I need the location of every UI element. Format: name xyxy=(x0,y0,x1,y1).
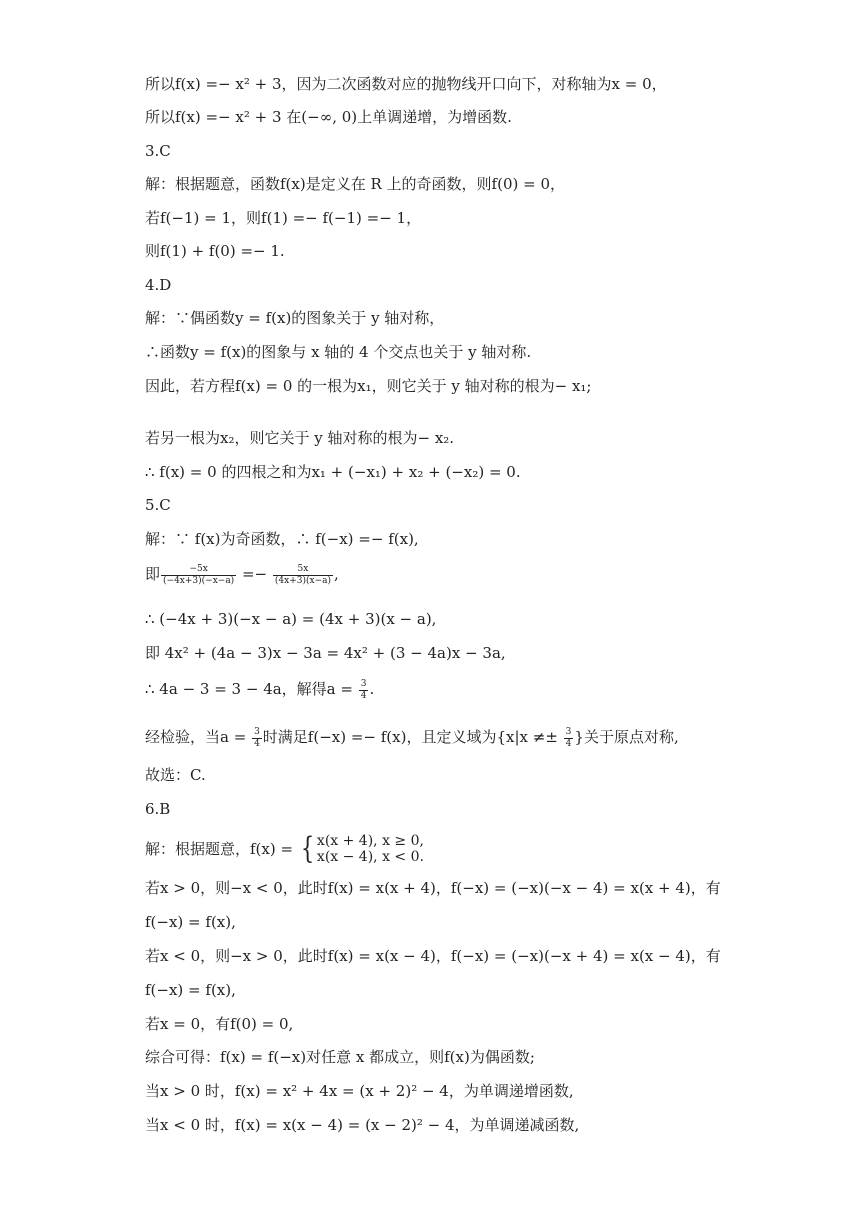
check-part: 时满足f(−x) =− f(x)，且定义域为{x|x ≠± xyxy=(262,728,563,746)
fraction xyxy=(252,727,262,750)
check-line xyxy=(145,726,679,750)
text-line: 若x > 0，则−x < 0，此时f(x) = x(x + 4)，f(−x) = (−x)(−x − 4) = x(x + 4)，有 xyxy=(145,879,721,897)
eq-suffix: , xyxy=(334,565,339,583)
text-line: 若f(−1) = 1，则f(1) =− f(−1) =− 1， xyxy=(145,209,422,227)
numerator: 3 xyxy=(254,726,260,737)
eq-middle: =− xyxy=(237,565,272,583)
text-line: ∴函数y = f(x)的图象与 x 轴的 4 个交点也关于 y 轴对称. xyxy=(145,343,532,361)
question-number: 5.C xyxy=(145,496,171,514)
text-line: 解：∵偶函数y = f(x)的图象关于 y 轴对称， xyxy=(145,309,445,327)
numerator: 3 xyxy=(360,678,367,689)
brace: { xyxy=(300,831,315,866)
text-line: 解：∵ f(x)为奇函数，∴ f(−x) =− f(x), xyxy=(145,530,419,548)
text-line: f(−x) = f(x), xyxy=(145,913,236,931)
piece-row: x(x − 4), x < 0. xyxy=(316,849,424,865)
question-number: 4.D xyxy=(145,276,172,294)
piecewise-line xyxy=(145,833,424,865)
piece-row: x(x + 4), x ≥ 0, xyxy=(316,833,424,849)
check-part: 经检验，当a = xyxy=(145,728,252,746)
text-line: 解：根据题意，函数f(x)是定义在 R 上的奇函数，则f(0) = 0， xyxy=(145,175,565,193)
numerator: 5x xyxy=(273,564,333,576)
text-line: 若x < 0，则−x > 0，此时f(x) = x(x − 4)，f(−x) = (−x)(−x + 4) = x(x − 4)，有 xyxy=(145,947,721,965)
numerator: −5x xyxy=(161,564,236,576)
check-part: }关于原点对称, xyxy=(574,728,679,746)
solve-line xyxy=(145,678,374,702)
text-line: 则f(1) + f(0) =− 1. xyxy=(145,242,285,260)
fraction xyxy=(161,564,236,587)
solve-prefix: ∴ 4a − 3 = 3 − 4a，解得a = xyxy=(145,680,358,698)
solve-suffix: . xyxy=(369,680,375,698)
text-line: 若x = 0，有f(0) = 0, xyxy=(145,1015,294,1033)
numerator: 3 xyxy=(565,726,572,737)
text-line: 故选：C. xyxy=(145,766,206,784)
text-line: 因此，若方程f(x) = 0 的一根为x₁，则它关于 y 轴对称的根为− x₁; xyxy=(145,377,592,395)
fraction xyxy=(564,727,574,750)
denominator: 4 xyxy=(565,738,572,749)
question-number: 6.B xyxy=(145,800,171,818)
text-line: ∴ (−4x + 3)(−x − a) = (4x + 3)(x − a), xyxy=(145,610,437,628)
text-line: 所以f(x) =− x² + 3 在(−∞, 0)上单调递增，为增函数. xyxy=(145,108,512,126)
text-line: 当x > 0 时，f(x) = x² + 4x = (x + 2)² − 4，为单调递增函数, xyxy=(145,1082,574,1100)
fraction xyxy=(359,679,369,702)
fraction xyxy=(273,564,333,587)
question-number: 3.C xyxy=(145,142,171,160)
piecewise-prefix: 解：根据题意，f(x) = xyxy=(145,840,298,858)
text-line: ∴ f(x) = 0 的四根之和为x₁ + (−x₁) + x₂ + (−x₂) = 0. xyxy=(145,463,521,481)
eq-prefix: 即 xyxy=(145,565,161,583)
denominator: (−4x+3)(−x−a) xyxy=(163,575,235,586)
fraction-equation xyxy=(145,563,339,587)
text-line: 综合可得：f(x) = f(−x)对任意 x 都成立，则f(x)为偶函数; xyxy=(145,1048,535,1066)
text-line: 即 4x² + (4a − 3)x − 3a = 4x² + (3 − 4a)x − 3a, xyxy=(145,644,506,662)
denominator: 4 xyxy=(360,690,367,701)
text-line: f(−x) = f(x), xyxy=(145,981,236,999)
text-line: 若另一根为x₂，则它关于 y 轴对称的根为− x₂. xyxy=(145,429,455,447)
text-line: 当x < 0 时，f(x) = x(x − 4) = (x − 2)² − 4，为单调递减函数, xyxy=(145,1116,580,1134)
text-line: 所以f(x) =− x² + 3，因为二次函数对应的抛物线开口向下，对称轴为x = 0， xyxy=(145,75,667,93)
piecewise-function xyxy=(298,833,424,865)
denominator: 4 xyxy=(254,738,260,749)
denominator: (4x+3)(x−a) xyxy=(274,575,331,586)
